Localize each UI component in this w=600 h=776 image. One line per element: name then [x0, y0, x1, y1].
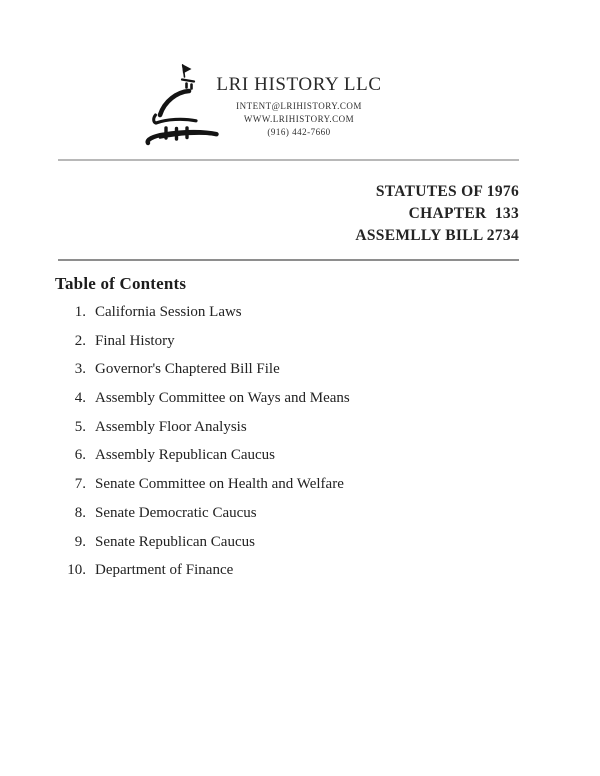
- toc-item-label: Governor's Chaptered Bill File: [95, 361, 280, 378]
- toc-item-label: Senate Republican Caucus: [95, 533, 255, 550]
- toc-item: [55, 505, 350, 534]
- toc-list: [55, 304, 350, 591]
- letterhead: [208, 74, 390, 140]
- divider-bottom: [58, 259, 519, 261]
- toc-item-number: 1.: [74, 304, 86, 320]
- company-email: INTENT@LRIHISTORY.COM: [236, 101, 362, 111]
- toc-item: [55, 562, 350, 591]
- toc-item-label: Assembly Republican Caucus: [95, 447, 275, 464]
- toc-item-number: 5.: [74, 418, 86, 435]
- toc-item: [55, 304, 350, 333]
- divider-top: [58, 159, 519, 161]
- toc-item-label: Department of Finance: [95, 562, 234, 579]
- toc-item: [55, 419, 350, 448]
- toc-item-label: Senate Committee on Health and Welfare: [95, 476, 344, 493]
- bill-reference: [355, 181, 519, 248]
- toc-item-number: 4.: [74, 390, 86, 407]
- toc-item-label: Senate Democratic Caucus: [95, 504, 257, 521]
- toc-item-label: Final History: [95, 332, 175, 349]
- toc-item-number: 2.: [74, 332, 86, 349]
- toc-item-number: 8.: [74, 504, 86, 521]
- company-name: LRI HISTORY LLC: [216, 74, 382, 95]
- toc-item: [55, 534, 350, 563]
- toc-item: [55, 476, 350, 505]
- company-website: WWW.LRIHISTORY.COM: [243, 114, 355, 125]
- toc-item-label: California Session Laws: [95, 304, 242, 320]
- contact-block: [208, 100, 390, 140]
- toc-item: [55, 361, 350, 390]
- toc-item-number: 7.: [74, 476, 86, 493]
- toc-item-label: Assembly Floor Analysis: [95, 418, 247, 435]
- toc-item-number: 10.: [67, 562, 86, 579]
- toc-item: [55, 447, 350, 476]
- assembly-bill-line: ASSEMLLY BILL 2734: [355, 227, 519, 245]
- toc-item-number: 3.: [74, 361, 86, 378]
- statutes-line: STATUTES OF 1976: [375, 183, 519, 200]
- toc-item: [55, 390, 350, 419]
- toc-title: Table of Contents: [55, 274, 187, 293]
- toc-item-label: Assembly Committee on Ways and Means: [95, 390, 350, 407]
- chapter-line: CHAPTER 133: [408, 205, 519, 223]
- toc-item-number: 9.: [74, 533, 86, 550]
- toc-item: [55, 333, 350, 362]
- toc-item-number: 6.: [74, 447, 86, 464]
- company-phone: (916) 442-7660: [267, 127, 331, 138]
